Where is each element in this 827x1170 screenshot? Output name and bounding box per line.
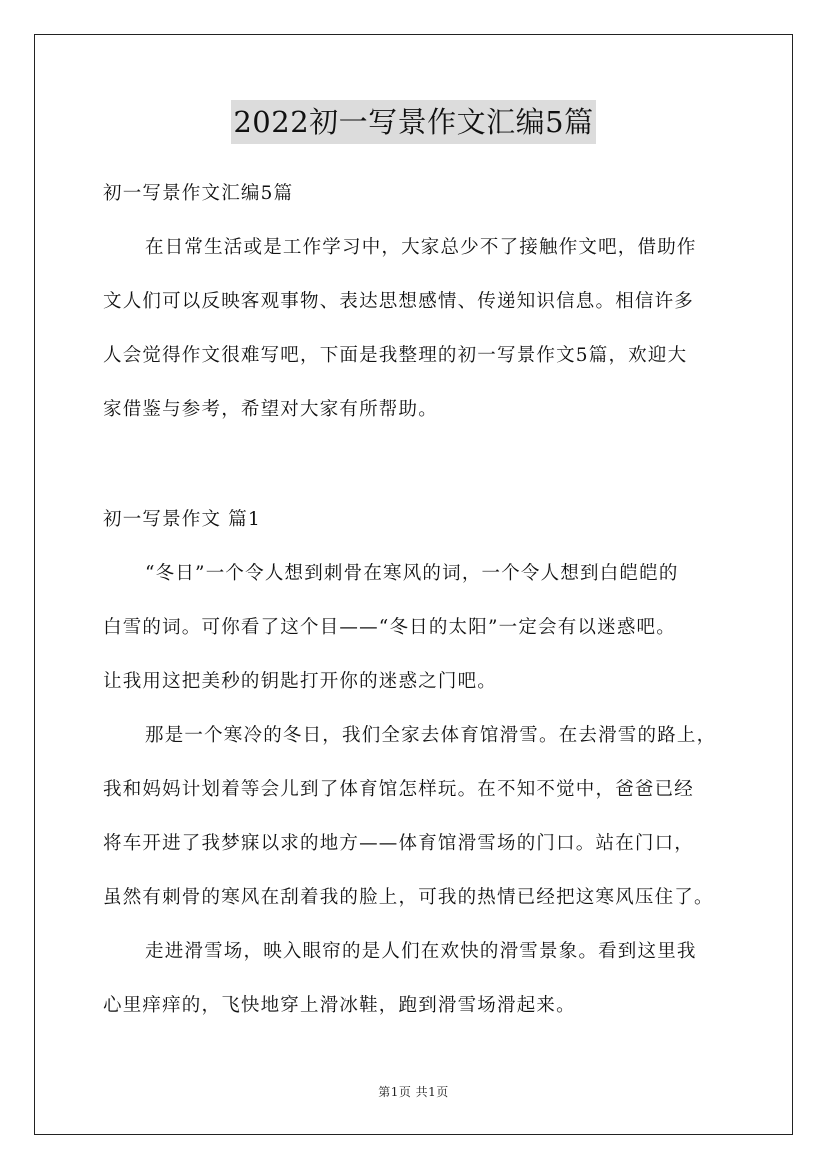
intro-line: 人会觉得作文很难写吧，下面是我整理的初一写景作文5篇，欢迎大 xyxy=(103,345,688,366)
paragraph-line: 走进滑雪场，映入眼帘的是人们在欢快的滑雪景象。看到这里我 xyxy=(145,941,697,962)
title-container xyxy=(0,100,827,144)
document-title: 2022初一写景作文汇编5篇 xyxy=(231,100,595,144)
paragraph-line: 将车开进了我梦寐以求的地方——体育馆滑雪场的门口。站在门口， xyxy=(103,833,695,854)
intro-line: 在日常生活或是工作学习中，大家总少不了接触作文吧，借助作 xyxy=(145,237,697,258)
paragraph-line: 心里痒痒的，飞快地穿上滑冰鞋，跑到滑雪场滑起来。 xyxy=(103,995,576,1016)
paragraph-line: 白雪的词。可你看了这个目——“冬日的太阳”一定会有以迷惑吧。 xyxy=(103,617,676,638)
paragraph-line: 虽然有刺骨的寒风在刮着我的脸上，可我的热情已经把这寒风压住了。 xyxy=(103,887,714,908)
page-footer: 第1页 共1页 xyxy=(378,1085,449,1099)
paragraph-line: 那是一个寒冷的冬日，我们全家去体育馆滑雪。在去滑雪的路上， xyxy=(145,725,717,746)
paragraph-line: 我和妈妈计划着等会儿到了体育馆怎样玩。在不知不觉中，爸爸已经 xyxy=(103,779,695,800)
section-heading: 初一写景作文 篇1 xyxy=(103,509,261,530)
paragraph-line: “冬日”一个令人想到刺骨在寒风的词，一个令人想到白皑皑的 xyxy=(145,563,679,584)
intro-line: 文人们可以反映客观事物、表达思想感情、传递知识信息。相信许多 xyxy=(103,291,695,312)
paragraph-line: 让我用这把美秒的钥匙打开你的迷惑之门吧。 xyxy=(103,671,498,692)
subtitle: 初一写景作文汇编5篇 xyxy=(103,183,294,204)
intro-line: 家借鉴与参考，希望对大家有所帮助。 xyxy=(103,399,438,420)
